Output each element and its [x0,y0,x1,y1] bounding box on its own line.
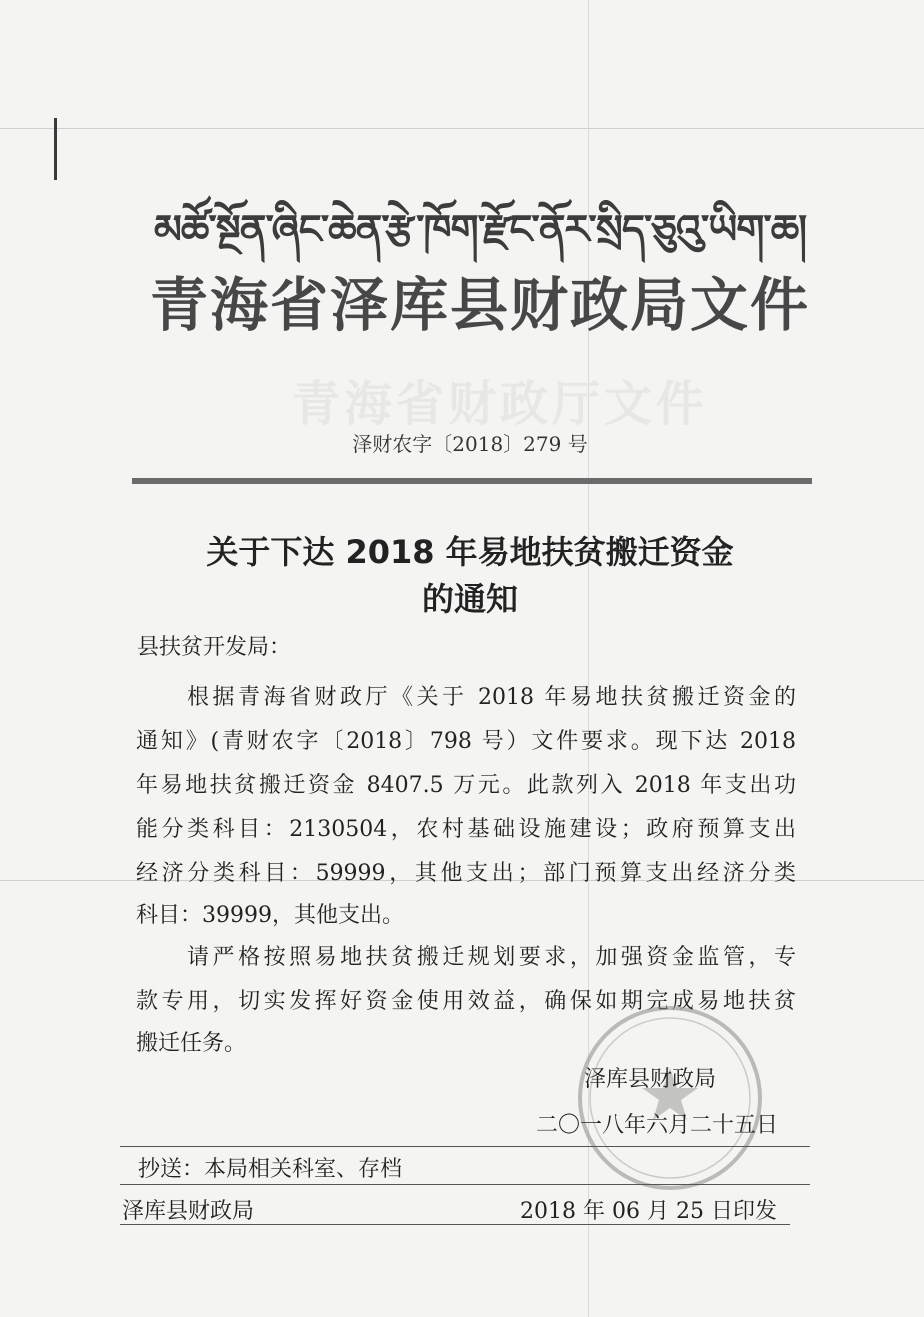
signature-date: 二〇一八年六月二十五日 [536,1113,779,1138]
header-title: 青海省泽库县财政局文件 [149,271,810,339]
body-line: 年易地扶贫搬迁资金 8407.5 万元。此款列入 2018 年支出功 [136,773,796,798]
document-number: 泽财农字〔2018〕279 号 [352,432,588,456]
body-line: 能分类科目：2130504，农村基础设施建设；政府预算支出 [136,817,796,842]
footer-issuer: 泽库县财政局 [122,1199,255,1224]
signature-issuer: 泽库县财政局 [584,1067,717,1092]
body-line: 经济分类科目：59999，其他支出；部门预算支出经济分类 [136,861,796,886]
addressee: 县扶贫开发局： [137,635,292,660]
staple-mark [54,118,57,180]
header-divider [132,478,812,484]
footer-divider [120,1184,810,1185]
notice-title-line2: 的通知 [421,580,518,618]
footer-divider [120,1146,810,1147]
official-seal-icon [574,1002,766,1194]
notice-title-line1: 关于下达 2018 年易地扶贫搬迁资金 [206,533,734,571]
body-line: 搬迁任务。 [136,1031,247,1056]
body-line: 请严格按照易地扶贫搬迁规划要求，加强资金监管，专 [136,945,796,970]
footer-print-date: 2018 年 06 月 25 日印发 [520,1199,777,1224]
cc-line: 抄送：本局相关科室、存档 [138,1157,403,1182]
body-line: 根据青海省财政厅《关于 2018 年易地扶贫搬迁资金的 [136,685,796,710]
bleed-through-title: 青海省财政厅文件 [291,376,708,432]
tibetan-header-title: མཚོ་སྔོན་ཞིང་ཆེན་རྩེ་ཁོག་རྫོང་ནོར་སྲིད་ཅུའུ་ཡིག་ཆ། [153,207,807,253]
body-line: 科目：39999，其他支出。 [136,903,404,928]
body-line: 款专用，切实发挥好资金使用效益，确保如期完成易地扶贫 [136,989,796,1014]
fold-line [0,128,924,129]
footer-divider [120,1224,790,1225]
body-line: 通知》(青财农字〔2018〕798 号）文件要求。现下达 2018 [136,729,796,754]
